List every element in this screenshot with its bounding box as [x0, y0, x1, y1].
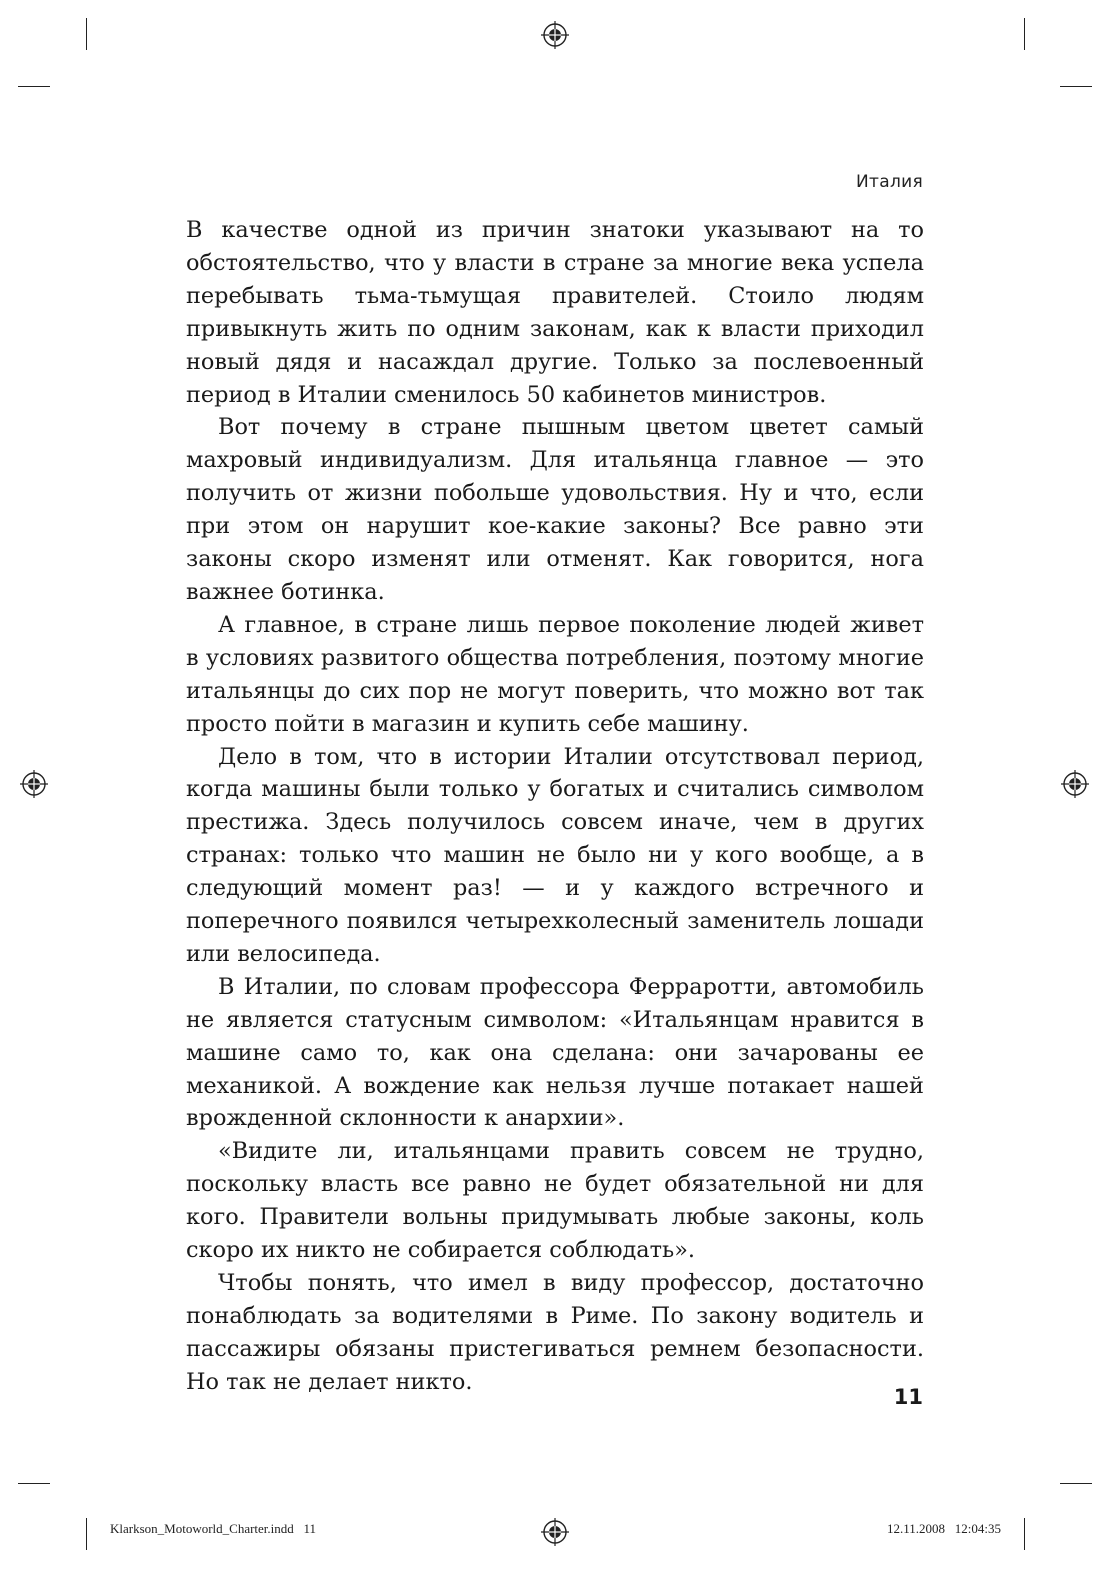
page-number: 11: [893, 1385, 923, 1409]
slug-filename: Klarkson_Motoworld_Charter.indd 11: [110, 1521, 317, 1536]
registration-mark-icon: [1061, 770, 1089, 798]
registration-mark-icon: [541, 1518, 569, 1546]
paragraph: «Видите ли, итальянцами править совсем не трудно, поскольку власть все равно не будет обязательной ни для кого. Правители вольны придумывать любые законы, коль скоро их никто не собирается соблюдать».: [186, 1138, 924, 1264]
crop-mark-top-right: [1024, 18, 1025, 50]
paragraph: Вот почему в стране пышным цветом цветет самый махровый индивидуализм. Для итальянца главное — это получить от жизни побольше удовольствия. Ну и что, если при этом он нарушит кое-какие законы? Все равно эти законы скоро изменят или отменят. Как говорится, нога важнее ботинка.: [186, 414, 924, 605]
crop-mark-bottom-right: [1024, 1518, 1025, 1550]
paragraph: В качестве одной из причин знатоки указывают на то обстоятельство, что у власти в стране за многие века успела перебывать тьма-тьмущая правителей. Стоило людям привыкнуть жить по одним законам, как к власти приходил новый дядя и насаждал другие. Только за послевоенный период в Италии сменилось 50 кабинетов министров.: [186, 217, 924, 408]
crop-mark-top-left: [86, 18, 87, 50]
paragraph: В Италии, по словам профессора Ферраротти, автомобиль не является статусным символом: «Итальянцам нравится в машине само то, как она сделана: они зачарованы ее механикой. А вождение как нельзя лучше потакает нашей врожденной склонности к анархии».: [186, 973, 924, 1132]
paragraph: Чтобы понять, что имел в виду профессор, достаточно понаблюдать за водителями в Риме. По закону водитель и пассажиры обязаны пристегиваться ремнем безопасности. Но так не делает никто.: [186, 1270, 924, 1395]
running-head: Италия: [856, 172, 923, 192]
registration-mark-icon: [541, 21, 569, 49]
registration-mark-icon: [20, 770, 48, 798]
crop-mark-top-left-h: [18, 86, 50, 87]
paragraph: Дело в том, что в истории Италии отсутствовал период, когда машины были только у богатых и считались символом престижа. Здесь получилось совсем иначе, чем в других странах: только что машин не было ни у кого вообще, а в следующий момент раз! — и у каждого встречного и поперечного появился четырехколесный заменитель лошади или велосипеда.: [186, 743, 924, 967]
crop-mark-top-right-h: [1060, 86, 1092, 87]
crop-mark-bottom-right-h: [1060, 1483, 1092, 1484]
paragraph: А главное, в стране лишь первое поколение людей живет в условиях развитого общества потребления, поэтому многие итальянцы до сих пор не могут поверить, что можно вот так просто пойти в магазин и купить себе машину.: [186, 611, 924, 737]
body-text: [186, 214, 924, 1399]
crop-mark-bottom-left: [86, 1518, 87, 1550]
crop-mark-bottom-left-h: [18, 1483, 50, 1484]
slug-datetime: 12.11.2008 12:04:35: [887, 1521, 1001, 1536]
